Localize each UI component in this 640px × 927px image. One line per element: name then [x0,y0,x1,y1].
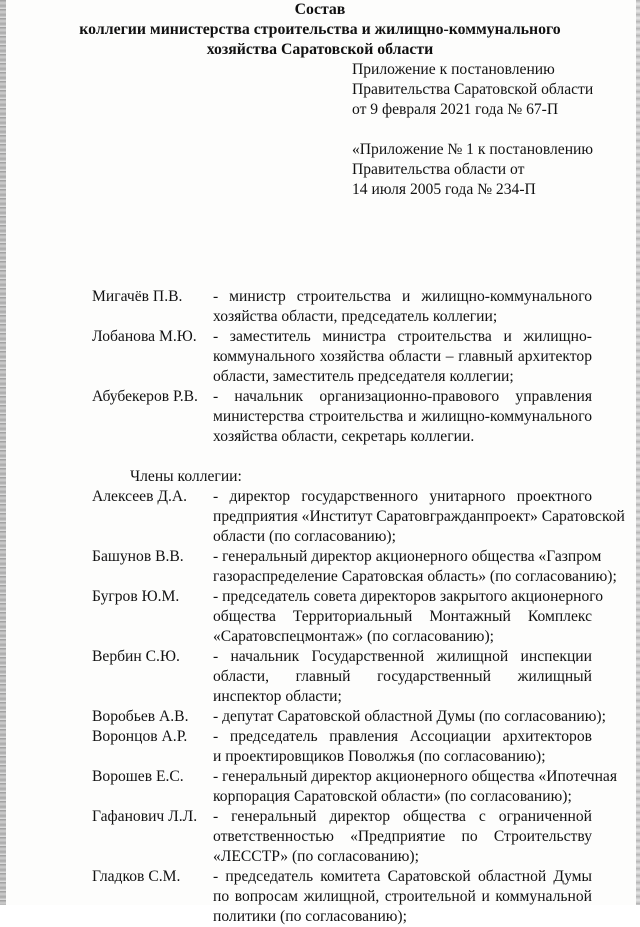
title-line: хозяйства Саратовской области [206,41,434,58]
members-list [92,487,625,927]
member-role [213,767,618,807]
member-role-line: корпорация Саратовской области» (по согласованию); [213,788,572,805]
member-role-line: газораспределение Саратовская область» (по согласованию); [213,568,617,585]
member-name: Ворошев Е.С. [92,768,184,785]
member-role-line: области, заместитель председателя коллегии; [213,368,514,385]
member-role-line: - директор государственного унитарного проектного [213,488,592,505]
member-name: Воробьев А.В. [92,708,189,725]
member-role-line: «ЛЕССТР» (по согласованию); [213,848,419,865]
member-name: Абубекеров Р.В. [92,388,198,405]
member-entry [92,867,602,927]
title-line: коллегии министерства строительства и жилищно-коммунального [79,21,561,38]
member-name: Мигачёв П.В. [92,288,183,305]
member-role [213,807,592,867]
member-role-line: - начальник организационно-правового управления [213,388,592,405]
annex-line: «Приложение № 1 к постановлению [352,141,594,158]
member-entry [92,647,602,707]
approval-block [352,60,593,200]
member-name: Бугров Ю.М. [92,588,180,605]
member-entry [92,767,618,807]
member-name: Гафанович Л.Л. [92,808,198,825]
member-role-line: области, главный государственный жилищный [213,668,592,685]
member-name: Вербин С.Ю. [92,648,180,665]
member-entry [92,547,617,587]
member-role-line: предприятия «Институт Саратовгражданпроект» Саратовской [213,508,625,525]
member-role-line: «Саратовспецмонтаж» (по согласованию); [213,628,494,645]
member-role-line: - генеральный директор акционерного общества «Газпром [213,548,602,565]
member-name: Лобанова М.Ю. [92,328,197,345]
document-title [0,0,640,60]
member-entry [92,287,602,327]
member-role-line: - депутат Саратовской областной Думы (по согласованию); [213,708,606,725]
member-role-line: хозяйства области, председатель коллегии; [213,308,498,325]
member-role-line: - министр строительства и жилищно-коммунального [213,288,592,305]
approval-line: Приложение к постановлению [352,61,555,78]
member-entry [92,707,606,727]
member-role [213,327,592,387]
member-role [213,727,592,767]
member-entry [92,327,602,387]
member-role [213,707,606,727]
member-role-line: - генеральный директор общества с ограниченной [213,808,592,825]
member-role-line: - заместитель министра строительства и жилищно- [213,328,592,345]
member-entry [92,487,625,547]
member-name: Башунов В.В. [92,548,184,565]
member-role [213,647,592,707]
members-heading: Члены коллегии: [130,468,242,485]
member-name: Гладков С.М. [92,868,181,885]
member-role [213,587,604,647]
member-role [213,287,592,327]
member-role-line: - председатель комитета Саратовской областной Думы [213,868,592,885]
member-entry [92,387,602,447]
scan-edge-right [636,0,640,905]
member-role-line: - генеральный директор акционерного общества «Ипотечная [213,768,618,785]
member-role-line: и проектировщиков Поволжья (по согласованию); [213,748,546,765]
composition-list [92,287,625,927]
member-role-line: ответственностью «Предприятие по Строительству [213,828,592,845]
approval-line: от 9 февраля 2021 года № 67-П [352,101,559,118]
member-role-line: - председатель совета директоров закрытого акционерного [213,588,604,605]
annex-line: Правительства области от [352,161,525,178]
annex-line: 14 июля 2005 года № 234-П [352,181,536,198]
member-role-line: коммунального хозяйства области – главный архитектор [213,348,592,365]
member-role [213,867,592,927]
scan-edge-left [0,0,6,905]
member-role-line: - начальник Государственной жилищной инспекции [213,648,592,665]
member-name: Алексеев Д.А. [92,488,188,505]
member-entry [92,727,602,767]
member-entry [92,807,602,867]
approval-line: Правительства Саратовской области [352,81,594,98]
member-entry [92,587,602,647]
member-name: Воронцов А.Р. [92,728,188,745]
member-role [213,387,592,447]
member-role-line: министерства строительства и жилищно-коммунального [213,408,592,425]
title-line: Состав [294,1,346,18]
member-role-line: общества Территориальный Монтажный Комплекс [213,608,592,625]
member-role-line: хозяйства области, секретарь коллегии. [213,428,475,445]
member-role [213,547,617,587]
leadership-list [92,287,602,447]
member-role-line: по вопросам жилищной, строительной и коммунальной [213,888,592,905]
member-role-line: - председатель правления Ассоциации архитекторов [213,728,592,745]
member-role [213,487,625,547]
member-role-line: инспектор области; [213,688,342,705]
member-role-line: области (по согласованию); [213,528,396,545]
member-role-line: политики (по согласованию); [213,908,407,925]
